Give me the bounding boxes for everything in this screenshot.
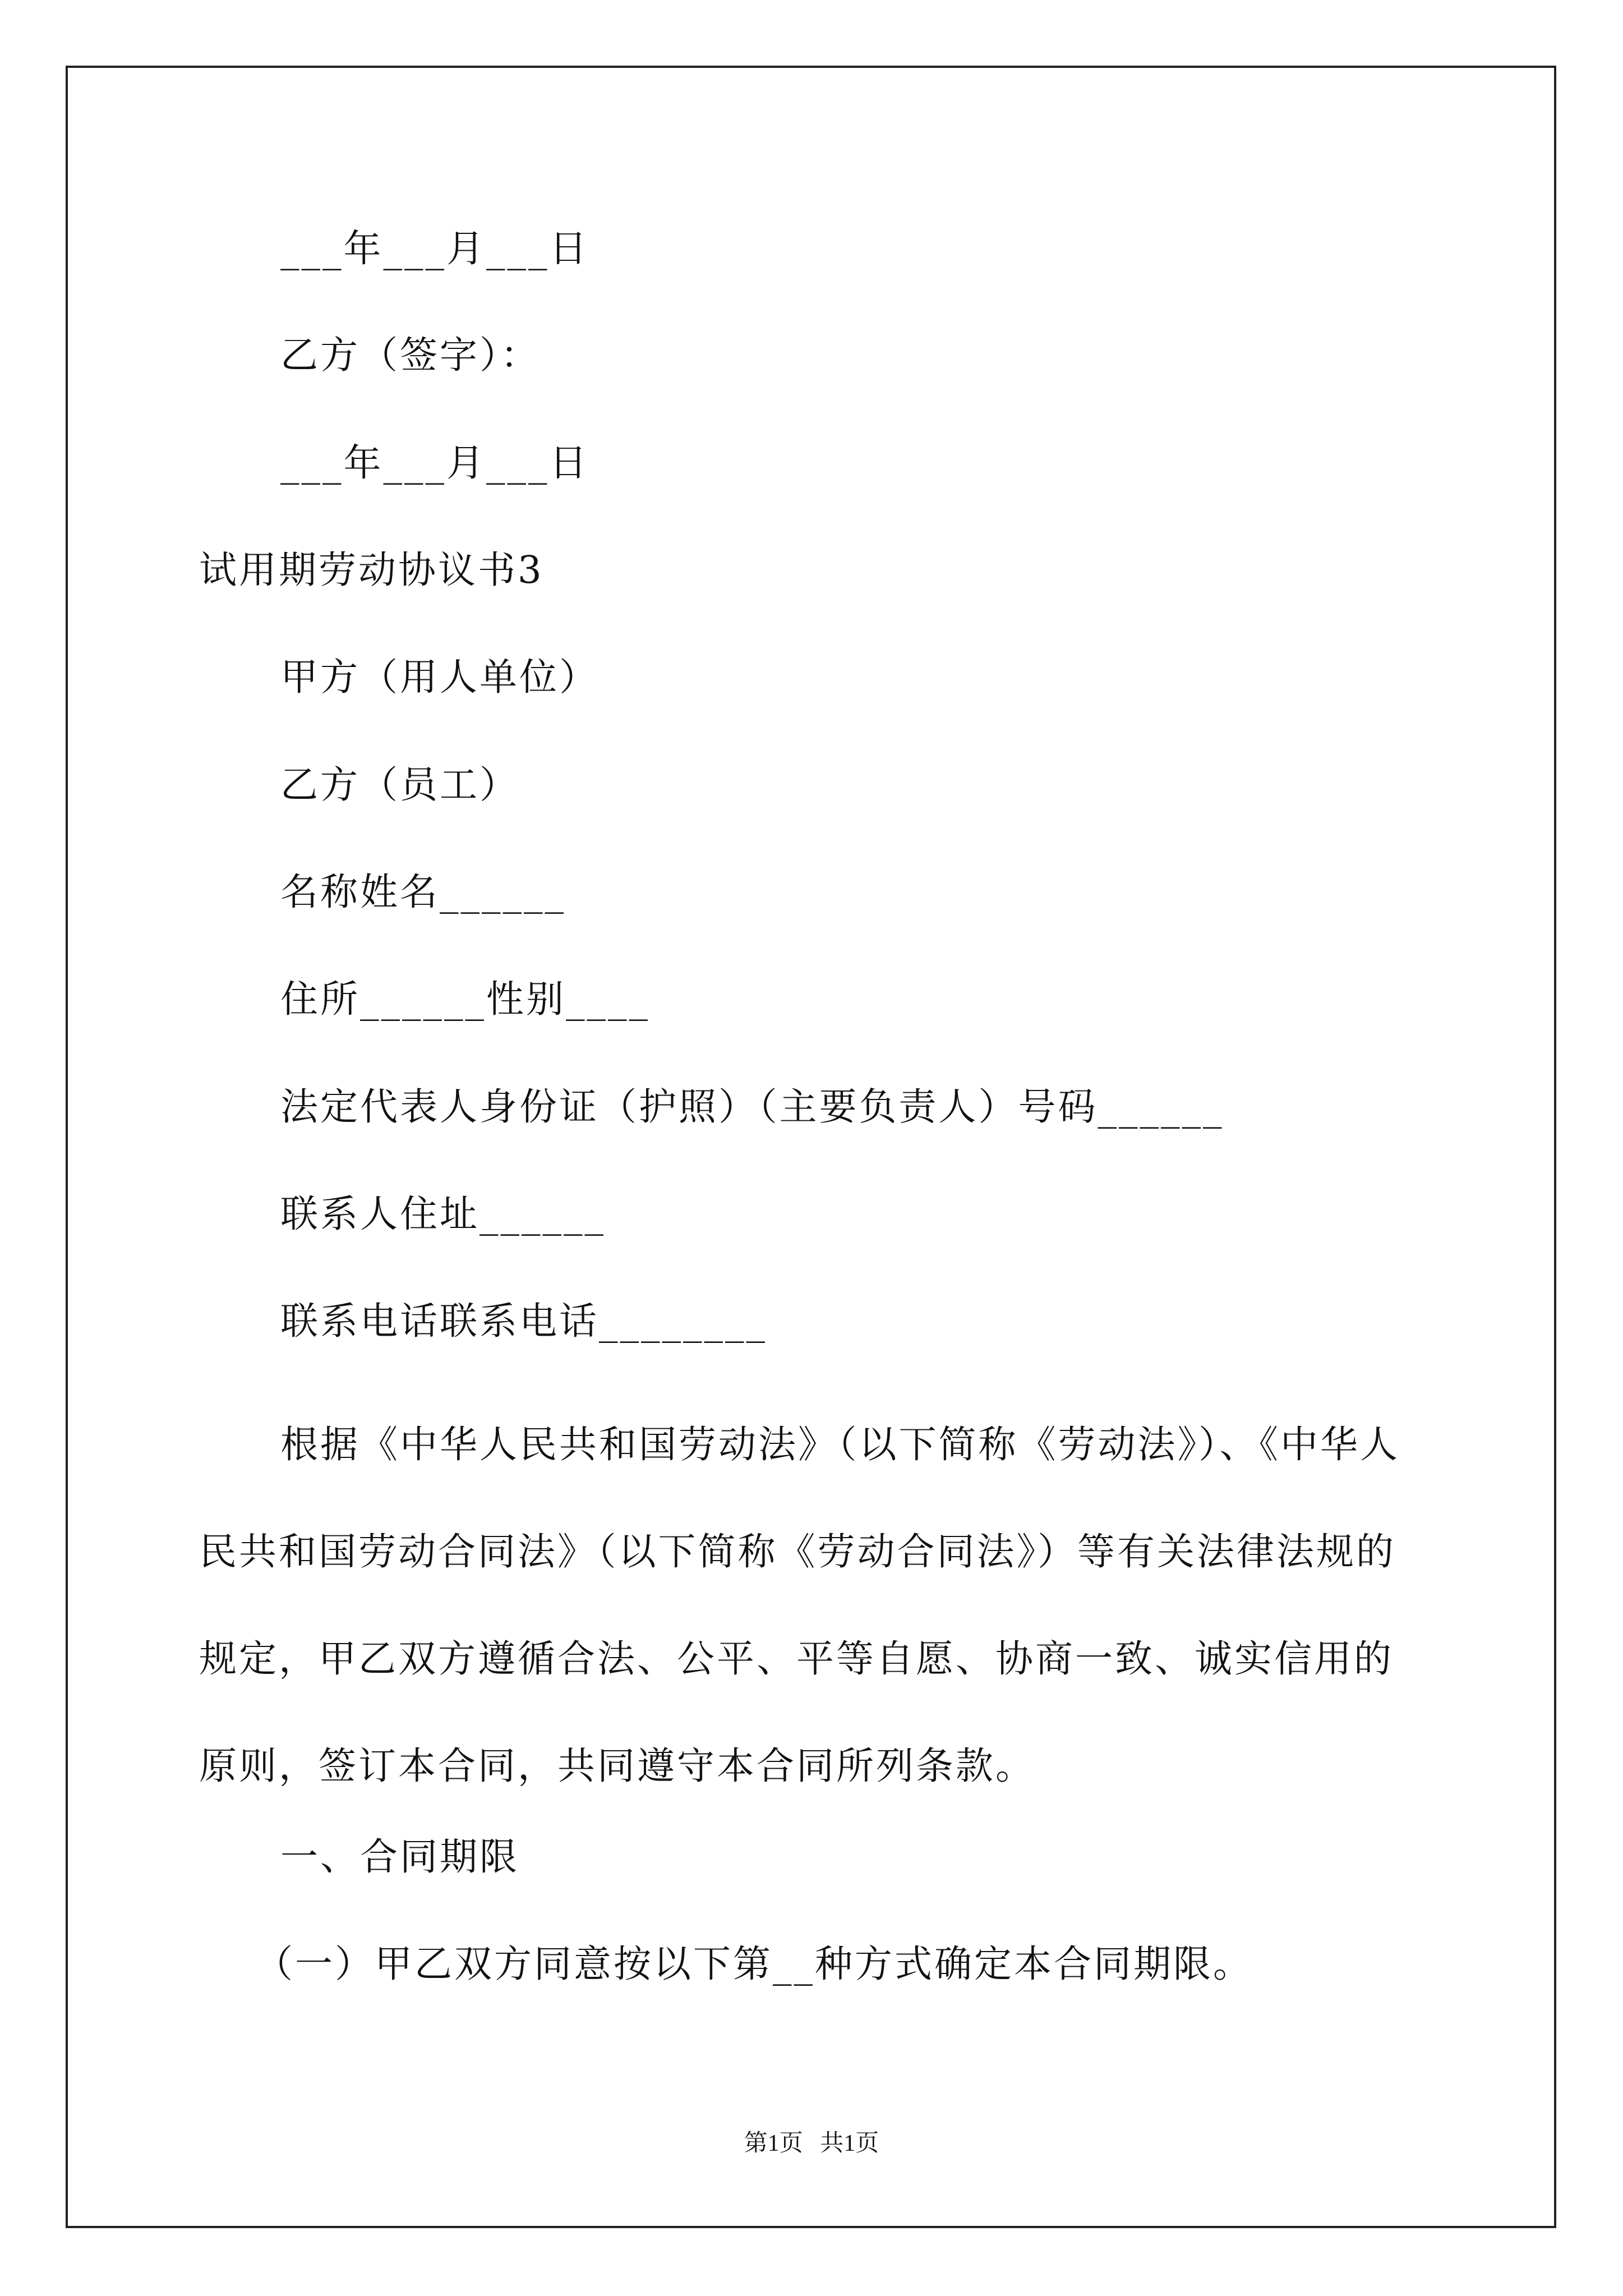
contact-address-field: 联系人住址______ [280, 1192, 606, 1236]
party-b-label: 乙方（员工） [280, 763, 519, 807]
page-footer: 第1页 共1页 [744, 2131, 879, 2156]
date-line-2: ___年___月___日 [280, 441, 589, 485]
name-field: 名称姓名______ [280, 870, 566, 914]
section-1-item-1: （一）甲乙双方同意按以下第__种方式确定本合同期限。 [255, 1942, 1253, 1986]
legal-representative-id-field: 法定代表人身份证（护照）（主要负责人）号码______ [280, 1085, 1224, 1129]
party-b-signature-label: 乙方（签字）： [280, 333, 541, 377]
date-line-1: ___年___月___日 [280, 227, 589, 270]
party-a-label: 甲方（用人单位） [280, 655, 599, 699]
page-border [66, 66, 1556, 2228]
contact-phone-field: 联系电话联系电话________ [280, 1299, 767, 1343]
document-title: 试用期劳动协议书3 [199, 548, 544, 592]
section-1-heading: 一、合同期限 [280, 1835, 519, 1879]
preamble-paragraph: 根据《中华人民共和国劳动法》（以下简称《劳动法》）、《中华人民共和国劳动合同法》（以下简称《劳动合同法》）等有关法律法规的规定，甲乙双方遵循合法、公平、平等自愿、协商一致、诚实信用的原则，签订本合同，共同遵守本合同所列条款。 [199, 1423, 1400, 1788]
address-gender-field: 住所______性别____ [280, 977, 650, 1021]
